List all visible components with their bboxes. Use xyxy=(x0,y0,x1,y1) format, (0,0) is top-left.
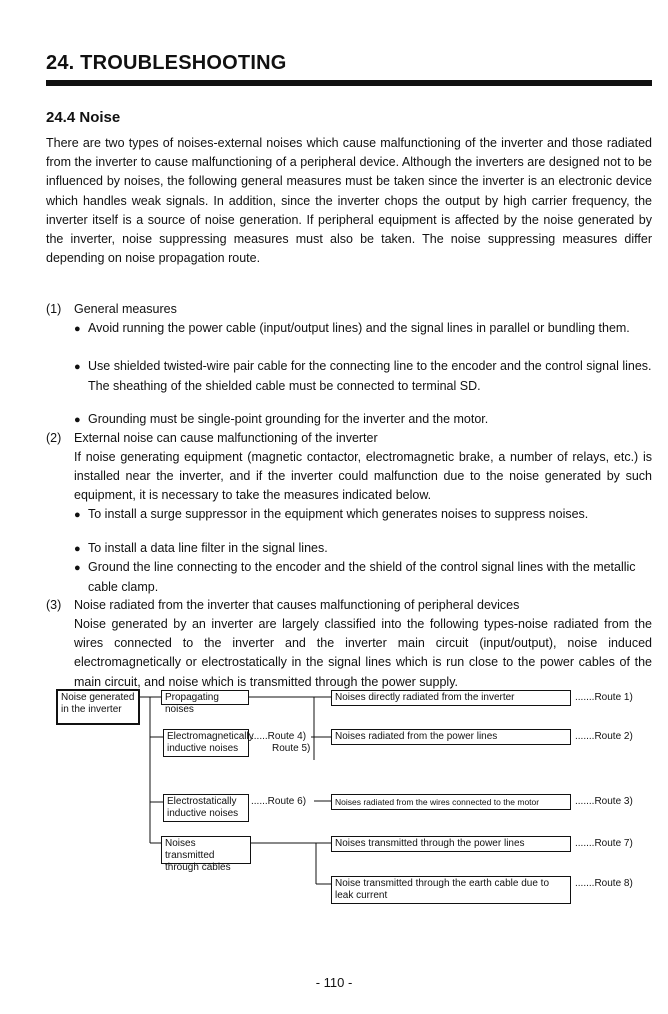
power-lines-radiated-box: Noises radiated from the power lines xyxy=(331,729,571,745)
power-lines-transmitted-box: Noises transmitted through the power lines xyxy=(331,836,571,852)
bullet-icon: ● xyxy=(74,323,81,335)
route-6-label: ......Route 6) xyxy=(251,796,307,807)
bullet-text: Ground the line connecting to the encoder and the shield of the control signal lines with the metallic cable clamp. xyxy=(88,560,636,595)
page-number: - 110 - xyxy=(315,975,353,990)
item-2-bullet-1 xyxy=(74,505,652,525)
title-rule xyxy=(46,80,652,86)
transmitted-noises-box: Noises transmitted through cables xyxy=(161,836,251,864)
item-2-heading: External noise can cause malfunctioning of the inverter xyxy=(74,431,378,445)
item-2-number: (2) xyxy=(46,431,62,445)
bullet-text: To install a data line filter in the signal lines. xyxy=(88,541,328,555)
bullet-icon: ● xyxy=(74,562,81,574)
item-1-bullet-3 xyxy=(74,410,652,430)
bullet-text: Grounding must be single-point grounding for the inverter and the motor. xyxy=(88,412,489,426)
route-2-label: .......Route 2) xyxy=(575,731,633,742)
item-3-body: Noise generated by an inverter are largely classified into the following types-noise radiated from the wires connected to the inverter and the inverter main circuit (input/output), noise induced electromagnetically or electrostatically in the signal lines which is run close to the power cables of the main circuit, and noise which is transmitted through the power supply. xyxy=(74,617,652,689)
noise-source-box: Noise generated in the inverter xyxy=(56,689,140,725)
route-4-label: ......Route 4) xyxy=(251,731,307,742)
item-1-heading: General measures xyxy=(74,302,177,316)
bullet-text: To install a surge suppressor in the equipment which generates noises to suppress noises. xyxy=(88,507,589,521)
item-1-bullet-2 xyxy=(74,357,652,396)
intro-paragraph: There are two types of noises-external noises which cause malfunctioning of the inverter and those radiated from the inverter to cause malfunctioning of a peripheral device. Although the inverters are designed not to be influenced by noises, the following general measures must be taken since the inverter is an electronic device which handles weak signals. In addition, since the inverter chops the output by high carrier frequency, the inverter itself is a source of noise generation. If peripheral equipment is affected by the noise generated by the inverter, noise suppressing measures must also be taken. The noise suppressing measures differ depending on noise propagation route. xyxy=(46,136,652,266)
route-3-label: .......Route 3) xyxy=(575,796,633,807)
electromagnetic-noises-box: Electromagnetically inductive noises xyxy=(163,729,249,757)
item-2-bullet-2 xyxy=(74,539,652,559)
directly-radiated-box: Noises directly radiated from the inverter xyxy=(331,690,571,706)
item-2-bullet-3 xyxy=(74,558,652,597)
item-2-body: If noise generating equipment (magnetic contactor, electromagnetic brake, a number of relays, etc.) is installed near the inverter, and if the inverter could malfunction due to the noise generated by such equipment, it is necessary to take the measures indicated below. xyxy=(74,450,652,503)
bullet-icon: ● xyxy=(74,509,81,521)
bullet-icon: ● xyxy=(74,414,81,426)
bullet-icon: ● xyxy=(74,361,81,373)
item-1-number: (1) xyxy=(46,302,62,316)
item-3-heading: Noise radiated from the inverter that causes malfunctioning of peripheral devices xyxy=(74,598,520,612)
route-8-label: .......Route 8) xyxy=(575,878,633,889)
route-1-label: .......Route 1) xyxy=(575,692,633,703)
propagating-noises-box: Propagating noises xyxy=(161,690,249,705)
bullet-text: Use shielded twisted-wire pair cable for the connecting line to the encoder and the control signal lines. The sheathing of the shielded cable must be connected to terminal SD. xyxy=(88,359,652,394)
route-5-label: Route 5) xyxy=(272,743,311,754)
bullet-icon: ● xyxy=(74,543,81,555)
section-heading: 24.4 Noise xyxy=(46,109,121,126)
page-title: 24. TROUBLESHOOTING xyxy=(46,52,287,74)
item-3-number: (3) xyxy=(46,598,62,612)
earth-cable-noise-box: Noise transmitted through the earth cable due to leak current xyxy=(331,876,571,904)
wires-radiated-box: Noises radiated from the wires connected to the motor xyxy=(331,794,571,810)
bullet-text: Avoid running the power cable (input/output lines) and the signal lines in parallel or bundling them. xyxy=(88,321,630,335)
route-7-label: .......Route 7) xyxy=(575,838,633,849)
item-1-bullet-1 xyxy=(74,319,652,339)
electrostatic-noises-box: Electrostatically inductive noises xyxy=(163,794,249,822)
